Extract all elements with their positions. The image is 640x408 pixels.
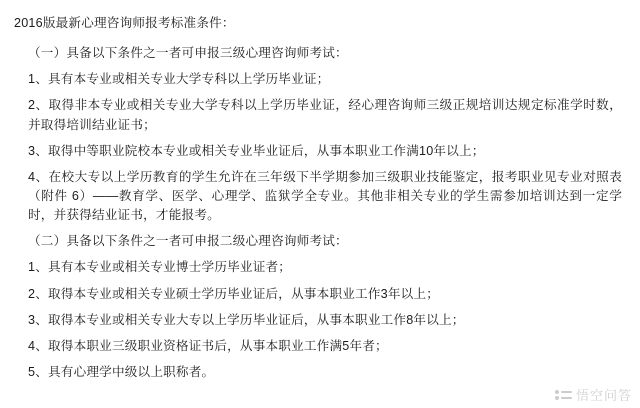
document-title: 2016版最新心理咨询师报考标准条件： [14, 16, 235, 30]
watermark [555, 385, 632, 404]
document-paragraph-1: （一）具备以下条件之一者可申报三级心理咨询师考试： [28, 46, 348, 61]
document-paragraph-5: 4、在校大专以上学历教育的学生允许在三年级下半学期参加三级职业技能鉴定，报考职业见专业对照表（附件 6）——教育学、医学、心理学、监狱学全专业。其他非相关专业的学生需参加培训达到一定学时，并获得结业证书，才能报考。 [28, 169, 622, 223]
document-paragraph-3: 2、取得非本专业或相关专业大学专科以上学历毕业证，经心理咨询师三级正规培训达规定标准学时数，并取得培训结业证书； [28, 98, 622, 132]
document-paragraph-10: 4、取得本职业三级职业资格证书后，从事本职业工作满5年者； [28, 338, 388, 353]
document-paragraph-9: 3、取得本专业或相关专业大专以上学历毕业证后，从事本职业工作8年以上； [28, 312, 465, 327]
watermark-label: 悟空问答 [575, 388, 632, 403]
document-paragraph-7: 1、具有本专业或相关专业博士学历毕业证者； [28, 260, 292, 275]
document-paragraph-8: 2、取得本专业或相关专业硕士学历毕业证后，从事本职业工作3年以上； [28, 286, 440, 301]
document-paragraph-6: （二）具备以下条件之一者可申报二级心理咨询师考试： [28, 234, 348, 249]
watermark-logo-icon [555, 388, 572, 402]
document-paragraph-11: 5、具有心理学中级以上职称者。 [28, 364, 215, 379]
document-paragraph-2: 1、具有本专业或相关专业大学专科以上学历毕业证； [28, 72, 330, 87]
document-paragraph-4: 3、取得中等职业院校本专业或相关专业毕业证后，从事本职业工作满10年以上； [28, 143, 485, 158]
